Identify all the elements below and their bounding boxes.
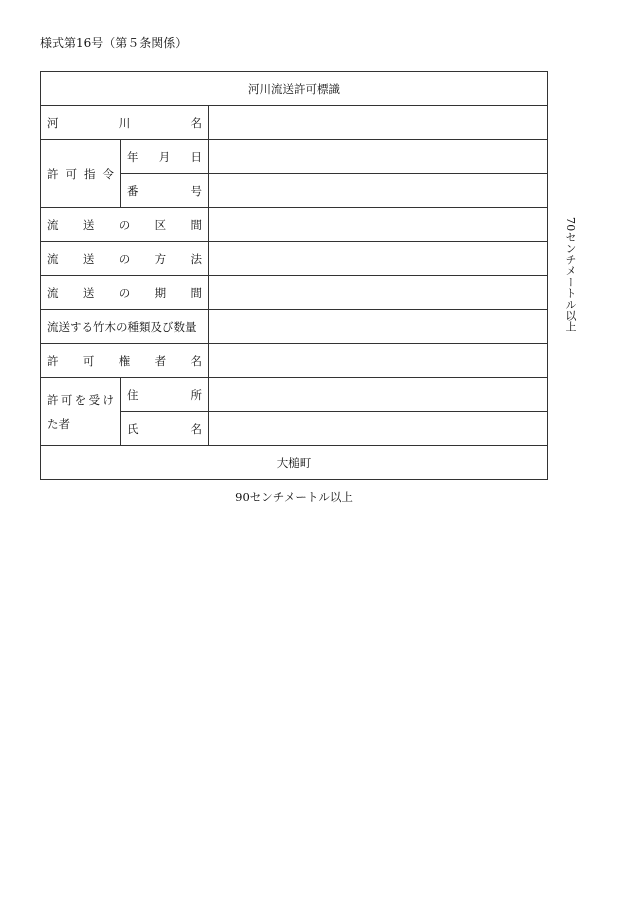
timber-kind-quantity-value [209,310,548,344]
permittee-label: 許 可 を 受 け た者 [41,378,121,446]
permittee-label-line2: た者 [47,416,70,431]
permit-date-row [41,140,548,174]
form-number: 様式第16号（第５条関係） [40,36,188,50]
period-row [41,276,548,310]
section-value [209,208,548,242]
method-value [209,242,548,276]
permit-number-value [209,174,548,208]
period-value [209,276,548,310]
river-name-row [41,106,548,140]
height-note: 70センチメートル以上 [564,216,577,333]
permit-date-label: 年 月 日 [121,140,209,174]
name-value [209,412,548,446]
table-title: 河川流送許可標識 [41,72,548,106]
permit-authority-value [209,344,548,378]
authority-row [41,344,548,378]
method-row [41,242,548,276]
footer-row [41,446,548,480]
method-label: 流 送 の 方 法 [41,242,209,276]
permit-sign-table [40,71,548,480]
address-label: 住 所 [121,378,209,412]
issuer-name: 大槌町 [41,446,548,480]
title-row [41,72,548,106]
timber-kind-quantity-label: 流送する竹木の種類及び数量 [41,310,209,344]
permit-order-label: 許 可 指 令 [41,140,121,208]
width-note: 90センチメートル以上 [235,490,353,504]
river-name-label: 河 川 名 [41,106,209,140]
permit-number-label: 番 号 [121,174,209,208]
river-name-value [209,106,548,140]
permittee-address-row [41,378,548,412]
section-row [41,208,548,242]
timber-row [41,310,548,344]
period-label: 流 送 の 期 間 [41,276,209,310]
section-label: 流 送 の 区 間 [41,208,209,242]
permit-authority-label: 許 可 権 者 名 [41,344,209,378]
name-label: 氏 名 [121,412,209,446]
address-value [209,378,548,412]
permit-date-value [209,140,548,174]
